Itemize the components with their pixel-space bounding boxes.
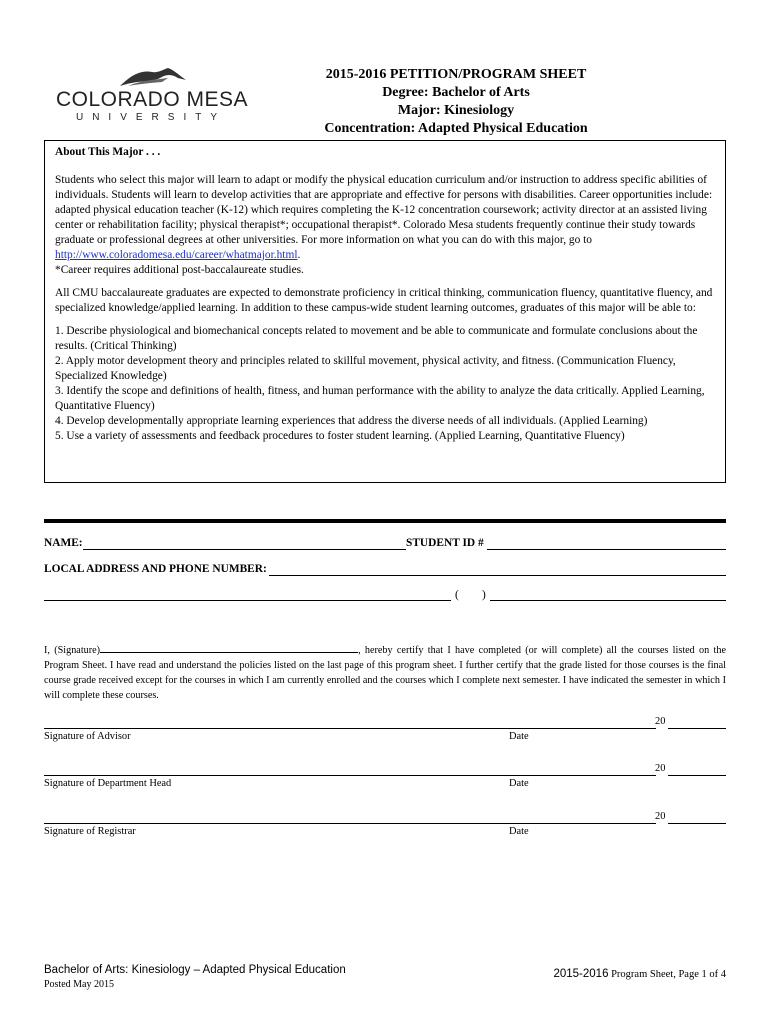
degree-line: Degree: Bachelor of Arts [382, 85, 530, 100]
registrar-date-label: Date [509, 826, 529, 837]
cert-prefix: I, (Signature) [44, 645, 101, 656]
certification-statement [44, 642, 726, 703]
advisor-year-field[interactable] [668, 728, 726, 729]
cert-signature-field[interactable] [100, 642, 358, 653]
year-prefix: 20 [655, 716, 666, 727]
about-text-end: . [297, 249, 301, 261]
outcome-item: 3. Identify the scope and definitions of health, fitness, and human performance with the ability to analyze the data critically. Applied Learning, Quantitative Fluency) [55, 385, 705, 412]
outcome-item: 2. Apply motor development theory and principles related to skillful movement, physical activity, and fitness. (Communication Fluency, Specialized Knowledge) [55, 355, 676, 382]
about-major-box [44, 140, 726, 483]
mesa-mountain-icon [118, 66, 188, 88]
advisor-signature-field[interactable] [44, 728, 656, 729]
career-link[interactable]: http://www.coloradomesa.edu/career/whatmajor.html [55, 249, 298, 261]
major-line: Major: Kinesiology [397, 103, 515, 118]
advisor-date-label: Date [509, 731, 529, 742]
registrar-signature-label: Signature of Registrar [44, 826, 136, 837]
year-prefix: 20 [655, 811, 666, 822]
section-divider [44, 519, 726, 523]
department-head-signature-field[interactable] [44, 775, 656, 776]
department-head-year-field[interactable] [668, 775, 726, 776]
footer-year: 2015-2016 [553, 968, 609, 980]
page-title [236, 66, 676, 138]
concentration-line: Concentration: Adapted Physical Education [324, 121, 588, 136]
department-head-date-label: Date [509, 778, 529, 789]
outcomes-list [55, 324, 715, 444]
phone-paren-close: ) [482, 589, 486, 601]
about-title: About This Major . . . [55, 146, 161, 158]
logo-wordmark: COLORADO MESA [56, 88, 249, 111]
outcomes-intro: All CMU baccalaureate graduates are expected to demonstrate proficiency in critical thinking, communication fluency, quantitative fluency, and specialized knowledge/applied learning. In addition to these campus-wide student learning outcomes, graduates of this major will be able to: [55, 287, 713, 314]
phone-field[interactable] [490, 600, 726, 601]
career-footnote: *Career requires additional post-baccalaureate studies. [55, 264, 304, 276]
advisor-signature-label: Signature of Advisor [44, 731, 131, 742]
outcome-item: 5. Use a variety of assessments and feedback procedures to foster student learning. (Applied Learning, Quantitative Fluency) [55, 430, 625, 442]
name-label: NAME: [44, 537, 83, 549]
name-field[interactable] [83, 549, 406, 550]
about-paragraph [55, 173, 715, 278]
phone-paren-open: ( [455, 589, 459, 601]
registrar-year-field[interactable] [668, 823, 726, 824]
footer-page-number: Program Sheet, Page 1 of 4 [608, 969, 726, 980]
footer-page-info [553, 964, 726, 982]
address-line-2[interactable] [44, 600, 451, 601]
logo-subtitle: UNIVERSITY [75, 112, 226, 123]
footer-program-title: Bachelor of Arts: Kinesiology – Adapted Physical Education [44, 964, 346, 976]
year-prefix: 20 [655, 763, 666, 774]
cert-text: , hereby certify that I have completed (or will complete) all the courses listed on the Program Sheet. I have read and understand the policies listed on the last page of this program sheet. I further certify that the grade listed for those courses is the final course grade received except for the courses in which I am currently enrolled and the courses which I complete next semester. I have indicated the semester in which I will complete these courses. [44, 645, 726, 701]
student-id-field[interactable] [487, 549, 726, 550]
registrar-signature-field[interactable] [44, 823, 656, 824]
footer-posted-date: Posted May 2015 [44, 979, 114, 990]
address-label: LOCAL ADDRESS AND PHONE NUMBER: [44, 563, 267, 575]
department-head-signature-label: Signature of Department Head [44, 778, 172, 789]
title-line: 2015-2016 PETITION/PROGRAM SHEET [325, 67, 587, 82]
student-id-label: STUDENT ID # [406, 537, 484, 549]
address-field[interactable] [269, 575, 726, 576]
outcome-item: 4. Develop developmentally appropriate learning experiences that address the diverse needs of all individuals. (Applied Learning) [55, 415, 648, 427]
university-logo [56, 64, 249, 126]
about-text: Students who select this major will learn to adapt or modify the physical education curriculum and/or instruction to address specific abilities of individuals. Students will learn to develop activities that are appropriate and effective for persons with disabilities. Career opportunities include: adapted physical education teacher (K-12) which requires completing the K-12 concentration coursework; activity director at an assisted living center or rehabilitation facility; physical therapist*; occupational therapist*. Colorado Mesa students frequently continue their study towards graduate or professional degrees at other universities. For more information on what you can do with this major, go to [55, 174, 713, 246]
outcome-item: 1. Describe physiological and biomechanical concepts related to movement and be able to communicate and formulate conclusions about the results. (Critical Thinking) [55, 325, 698, 352]
